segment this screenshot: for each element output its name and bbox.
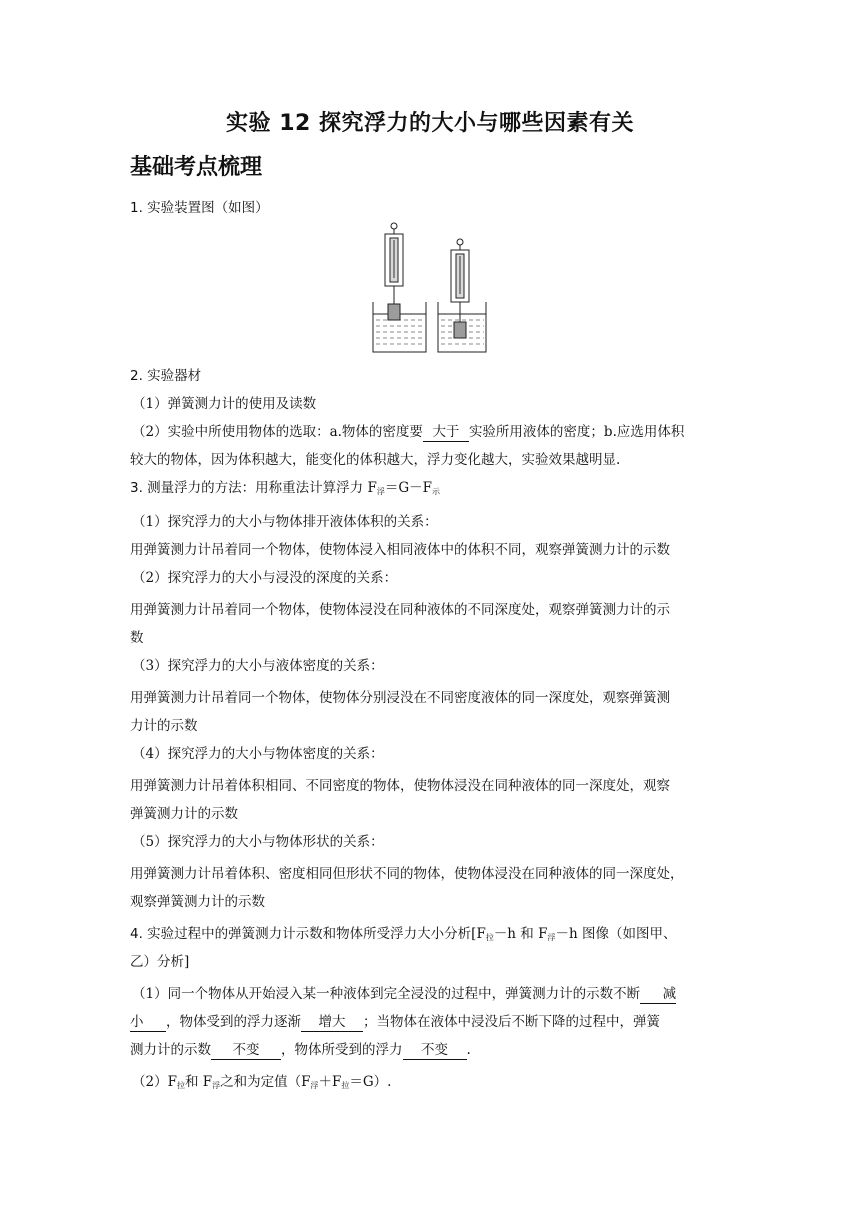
spring-scale-right xyxy=(451,239,469,322)
item-3-2-a1: 用弹簧测力计吊着同一个物体，使物体浸没在同种液体的不同深度处，观察弹簧测力计的示 xyxy=(130,602,670,618)
item-3-4-q: （4）探究浮力的大小与物体密度的关系： xyxy=(132,746,384,762)
item-4-cont: 乙）分析] xyxy=(130,954,190,970)
item-3-3-q: （3）探究浮力的大小与液体密度的关系： xyxy=(132,658,384,674)
item-2-2-cont: 较大的物体，因为体积越大，能变化的体积越大，浮力变化越大，实验效果越明显. xyxy=(130,452,621,468)
item-3-5-a2: 观察弹簧测力计的示数 xyxy=(130,894,265,910)
item-3-4-a2: 弹簧测力计的示数 xyxy=(130,806,238,822)
apparatus-figure xyxy=(368,222,498,356)
item-3-2-q: （2）探究浮力的大小与浸没的深度的关系： xyxy=(132,570,398,586)
beaker-left xyxy=(373,302,426,352)
item-4-2: $(2)F_拉$和 $F_浮$之和为定值$(F_浮+F_拉=G)$. xyxy=(132,1074,392,1090)
answer-blank: 增大 xyxy=(301,1014,363,1032)
item-4-1-line2: 小 ，物体受到的浮力逐渐 增大 ；当物体在液体中浸没后不断下降的过程中，弹簧 xyxy=(130,1014,660,1030)
item-3-3-a1: 用弹簧测力计吊着同一个物体，使物体分别浸没在不同密度液体的同一深度处，观察弹簧测 xyxy=(130,690,670,706)
spring-scale-left xyxy=(385,223,403,304)
item-3-2-a2: 数 xyxy=(130,630,144,646)
beaker-right xyxy=(438,302,486,352)
item-3-1-a: 用弹簧测力计吊着同一个物体，使物体浸入相同液体中的体积不同，观察弹簧测力计的示数 xyxy=(130,542,670,558)
item-2: 2. 实验器材 xyxy=(130,368,202,384)
item-2-2: （2）实验中所使用物体的选取：a.物体的密度要 大于 实验所用液体的密度；b.应选用体积 xyxy=(132,424,685,440)
item-4-1-line1: （1）同一个物体从开始浸入某一种液体到完全浸没的过程中，弹簧测力计的示数不断 减 xyxy=(132,986,677,1002)
item-3-1-q: （1）探究浮力的大小与物体排开液体体积的关系： xyxy=(132,514,438,530)
answer-blank: 不变 xyxy=(403,1042,467,1060)
item-3-5-a1: 用弹簧测力计吊着体积、密度相同但形状不同的物体，使物体浸没在同种液体的同一深度处， xyxy=(130,866,684,882)
item-4: 4. 实验过程中的弹簧测力计示数和物体所受浮力大小分析[$F_拉-h$ 和 $F_浮-h$ 图像（如图甲、 xyxy=(130,926,677,942)
item-3-3-a2: 力计的示数 xyxy=(130,718,198,734)
item-1: 1. 实验装置图（如图） xyxy=(130,200,269,216)
item-3-4-a1: 用弹簧测力计吊着体积相同、不同密度的物体，使物体浸没在同种液体的同一深度处，观察 xyxy=(130,778,670,794)
item-3: 3. 测量浮力的方法：用称重法计算浮力 $F_浮=G-F_示$ xyxy=(130,480,440,496)
answer-blank: 减 xyxy=(640,986,676,1004)
section-title: 基础考点梳理 xyxy=(130,155,263,180)
page-title: 实验 12 探究浮力的大小与哪些因素有关 xyxy=(226,111,634,136)
answer-blank: 大于 xyxy=(423,424,469,442)
answer-blank: 小 xyxy=(130,1014,166,1032)
item-3-5-q: （5）探究浮力的大小与物体形状的关系： xyxy=(132,834,384,850)
item-4-1-line3: 测力计的示数 不变 ，物体所受到的浮力 不变 . xyxy=(130,1042,471,1058)
item-2-1: （1）弹簧测力计的使用及读数 xyxy=(132,396,317,412)
answer-blank: 不变 xyxy=(211,1042,281,1060)
